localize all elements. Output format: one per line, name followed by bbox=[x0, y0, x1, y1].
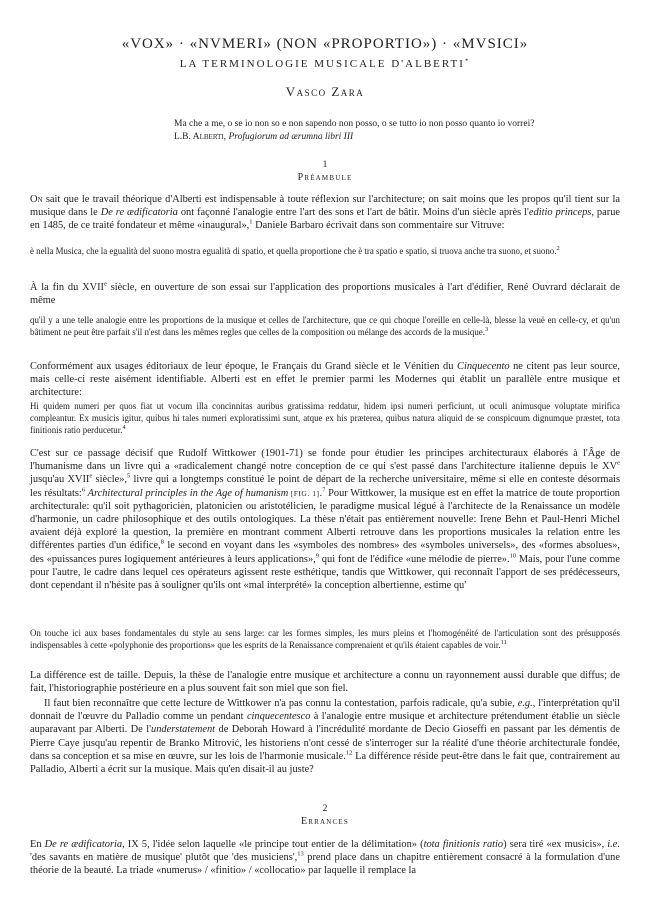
text: La différence est de taille. Depuis, la thèse de l'analogie entre musique et architecture a connu un rayonnement aussi durable que diffus; de fait, l'historiographie postérieure en a plus souvent fait son miel que son fiel. bbox=[30, 670, 620, 695]
subtitle-text: LA TERMINOLOGIE MUSICALE D'ALBERTI bbox=[179, 58, 465, 70]
footnote-ref: 3 bbox=[484, 325, 489, 333]
paragraph bbox=[30, 447, 620, 592]
block-quote bbox=[30, 315, 620, 339]
text: le second en voyant dans les «symboles des nombres» des «symboles universels», des «formes absolues», des «puissances pures logiquement antérieures à leurs applications», bbox=[30, 540, 620, 565]
article-subtitle bbox=[0, 58, 650, 70]
work-title: De re ædificatoria bbox=[100, 207, 178, 219]
footnote-ref: 13 bbox=[297, 850, 304, 858]
text: À la fin du XVII bbox=[30, 282, 105, 293]
footnote-ref: 11 bbox=[500, 638, 507, 646]
text: qui font de l'édifice «une mélodie de pierre». bbox=[319, 553, 510, 565]
text: Conformément aux usages éditoriaux de leur époque, le Français du Grand siècle et le Vénitien du bbox=[30, 361, 458, 372]
paragraph bbox=[30, 838, 620, 878]
text: ) sera tiré «ex musicis», bbox=[503, 839, 608, 850]
section-title: Préambule bbox=[297, 172, 353, 183]
paragraph bbox=[30, 193, 620, 233]
text: jusqu'au XVII bbox=[30, 474, 90, 486]
superscript: e bbox=[89, 472, 93, 480]
section-number: 1 bbox=[322, 160, 328, 170]
footnote-ref: 12 bbox=[345, 749, 353, 757]
paragraph bbox=[30, 697, 620, 776]
footnote-ref: 2 bbox=[556, 245, 560, 253]
italic-term: Cinquecento bbox=[457, 361, 510, 372]
text: livre qui a longtemps constitué le point de départ de la recherche universitaire, même si elle en conteste désormais les résultats: bbox=[30, 474, 620, 499]
paragraph bbox=[30, 360, 620, 400]
text: Pour Wittkower, la musique est en effet la matrice de toute proportion architecturale: qu'il soit pythagoricien, platonicien ou aristotélicien, le paradigme musical légué à l'architecte de la Renaissance un modèle d'harmonie, un cadre philosophique et des outils ontologiques. La thèse n'était pas entièrement nouvelle: Irene Behn et Paul-Henri Michel avaient déjà exploré la question, la première en montrant comment Alberti retrouve dans les proportions musicales la relation entre les différentes parties d'un édifice, bbox=[30, 487, 620, 552]
italic-term: cinquecentesco bbox=[246, 711, 311, 723]
author-name: Vasco Zara bbox=[285, 84, 365, 99]
superscript: e bbox=[104, 280, 107, 288]
text: En bbox=[30, 839, 45, 850]
text: à l'analogie entre musique et architecture prétendument établie un siècle auparavant par Alberti. De l' bbox=[30, 711, 620, 736]
footnote-ref: 9 bbox=[315, 552, 320, 560]
quote-text: On touche ici aux bases fondamentales du style au sens large: car les formes simples, les murs pleins et l'homogénéité de l'articulation sont des présupposés indispensables à cette «polyphonie des proportions» que les esprits de la Renaissance comprenaient et qu'ils étaient capables de voir. bbox=[30, 628, 620, 650]
text: ne citent pas leur source, mais celle-ci reste aisément identifiable. Alberti est en effet le premier parmi les Modernes qui établit un parallèle entre musique et architecture: bbox=[30, 361, 620, 399]
italic-term: tota finitionis ratio bbox=[423, 839, 504, 850]
figure-ref: [FIG. 1] bbox=[288, 488, 320, 498]
epigraph-source: Profugiorum ad ærumna libri III bbox=[228, 132, 354, 142]
text: sait que le travail théorique d'Alberti est indispensable à toute réflexion sur l'architecture; on sait moins que les propos qu'il tient sur la musique dans le bbox=[30, 194, 620, 219]
text: 'des savants en matière de musique' plutôt que 'des musiciens', bbox=[30, 852, 298, 864]
epigraph-quote: Ma che a me, o se io non so e non sapendo non posso, o se tutto io non posso quanto io vorrei? bbox=[174, 119, 535, 129]
quote-text: Hi quidem numeri per quos fiat ut vocum illa concinnitas auribus gratissima reddatur, hidem ipsi numeri perficiunt, ut oculi animusque voluptate mirifica compleantur. Ex musicis igitur, quibus hi tales numeri exploratissimi sunt, atque ex his præterea, quibus natura aliquid de se conspicuum dignumque præstet, tota finitionis ratio perducetur. bbox=[30, 401, 620, 435]
book-title: Architectural principles in the Age of humanism bbox=[85, 487, 289, 499]
subtitle-footnote-mark: * bbox=[464, 57, 471, 65]
text: Daniele Barbaro écrivait dans son commentaire sur Vitruve: bbox=[252, 220, 505, 232]
block-quote bbox=[30, 246, 620, 258]
epigraph bbox=[174, 118, 614, 144]
footnote-ref: 5 bbox=[126, 472, 131, 480]
italic-term: understatement bbox=[151, 724, 216, 736]
paragraph bbox=[30, 669, 620, 695]
block-quote bbox=[30, 401, 620, 436]
footnote-ref: 1 bbox=[249, 218, 253, 226]
paragraph bbox=[30, 281, 620, 307]
quote-text: qu'il y a une telle analogie entre les proportions de la musique et celles de l'architecture, que ce qui choque l'oreille en celle-là, blesse la veuë en celle-cy, et qu'un bâtiment ne peut être parfait s'il n'est dans les mêmes regles que celles de la composition ou mélange des accords de la musique. bbox=[30, 315, 620, 337]
quote-text: è nella Musica, che la egualità del suono mostra egualità di spatio, et quella proportione che è tra spatio e spatio, si truova anche tra suono, et suono. bbox=[30, 246, 557, 256]
lead-word: On bbox=[30, 194, 43, 205]
text: Mais, pour l'une comme pour l'autre, le cadre dans lequel ces opérateurs agissent reste esthétique, tandis que Wittkower, qui reconnaît l'apport de ses prédécesseurs, dont cependant il n'hésite pas à souligner qu'ils ont «mal interprété» la conception albertienne, estime qu' bbox=[30, 553, 620, 592]
text: , l'interprétation qu'il donnait de l'œuvre du Palladio comme un pendant bbox=[30, 698, 621, 723]
text: , parue en 1485, de ce traité fondateur et même «inaugural», bbox=[30, 207, 620, 232]
footnote-ref: 10 bbox=[509, 552, 517, 560]
italic-term: i.e. bbox=[607, 839, 620, 850]
footnote-ref: 8 bbox=[160, 538, 164, 546]
superscript: e bbox=[617, 459, 620, 467]
epigraph-attribution bbox=[174, 131, 614, 144]
epigraph-author: L.B. Alberti, bbox=[174, 132, 227, 142]
text: prend place dans un chapitre entièrement consacré à la formulation d'une théorie de la beauté. La triade «numerus» / «finitio» / «collocatio» par laquelle il remplace la bbox=[30, 852, 620, 877]
text: ont façonné l'analogie entre l'art des sons et l'art de bâtir. Moins d'un siècle après l' bbox=[177, 207, 529, 219]
text: La différence réside peut-être dans le fait que, contrairement au Palladio, Alberti a écrit sur la musique. Mais qu'en disait-il au juste? bbox=[30, 750, 620, 776]
italic-term: e.g. bbox=[517, 698, 533, 709]
text: , IX 5, l'idée selon laquelle «le principe tout entier de la délimitation» ( bbox=[122, 839, 424, 850]
text: siècle, en ouverture de son essai sur l'application des proportions musicales à l'art d'édifier, René Ouvrard déclarait de même bbox=[30, 282, 620, 307]
italic-term: editio princeps bbox=[528, 207, 592, 219]
text: siècle», bbox=[92, 474, 127, 486]
text: C'est sur ce passage décisif que Rudolf Wittkower (1901-71) se fonde pour étudier les principes architecturaux élaborés à l'Âge de l'humanisme dans un livre qui a «radicalement changé notre conception de ce qui s'est passé dans l'architecture italienne depuis le XV bbox=[30, 448, 620, 473]
footnote-ref: 4 bbox=[122, 423, 126, 431]
article-title: «VOX» · «NVMERI» (NON «PROPORTIO») · «MVSICI» bbox=[121, 36, 529, 52]
footnote-ref: 6 bbox=[81, 486, 86, 494]
footnote-ref: 7 bbox=[322, 486, 326, 494]
text: de Deborah Howard à l'incrédulité mordante de Decio Gioseffi en passant par les démentis de Pierre Caye jusqu'au repentir de Branko Mitrović, les historiens n'ont cessé de s'interroger sur la réalité d'une théorie architecturale fondée, dans sa conception et sa mise en œuvre, sur les lois de l'harmonie musicale. bbox=[30, 724, 620, 762]
work-title: De re ædificatoria bbox=[44, 839, 123, 850]
block-quote bbox=[30, 628, 620, 652]
section-number: 2 bbox=[322, 804, 328, 814]
text: . bbox=[319, 487, 323, 499]
text: Il faut bien reconnaître que cette lecture de Wittkower n'a pas connu la contestation, parfois radicale, qu'a subie, bbox=[44, 698, 518, 709]
section-title: Errances bbox=[301, 816, 349, 827]
